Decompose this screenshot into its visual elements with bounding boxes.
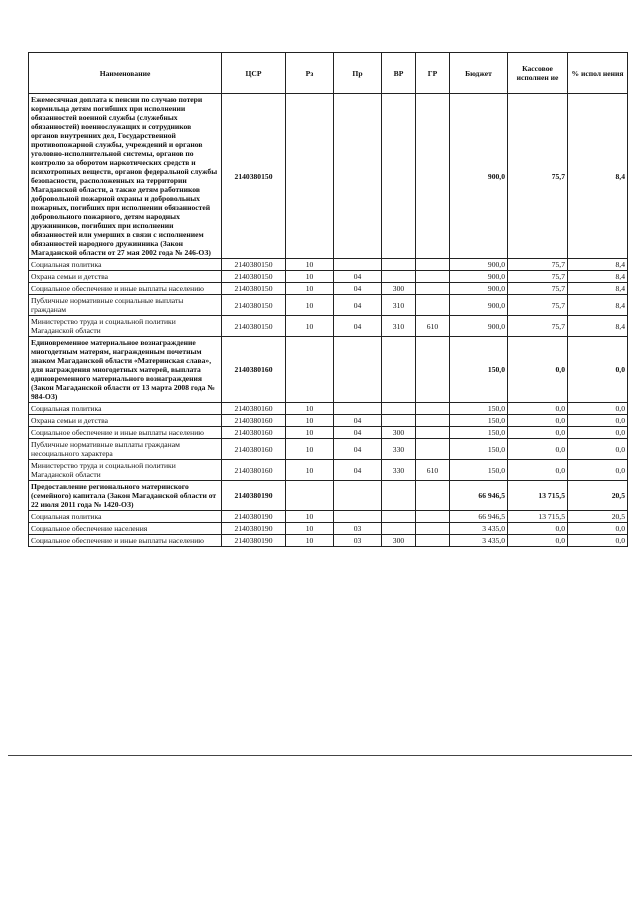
header-budget: Бюджет [450, 53, 508, 94]
cell-rz [286, 94, 334, 259]
cell-pr: 04 [334, 427, 382, 439]
cell-name: Социальное обеспечение населения [29, 523, 222, 535]
cell-execution-percent: 0,0 [568, 403, 628, 415]
cell-budget: 3 435,0 [450, 535, 508, 547]
cell-cash-execution: 0,0 [508, 460, 568, 481]
cell-csr: 2140380160 [222, 403, 286, 415]
cell-name: Министерство труда и социальной политики Магаданской области [29, 316, 222, 337]
cell-vr [382, 337, 416, 403]
table-row [29, 259, 628, 271]
cell-vr: 300 [382, 283, 416, 295]
cell-rz: 10 [286, 427, 334, 439]
cell-pr: 04 [334, 295, 382, 316]
cell-csr: 2140380190 [222, 511, 286, 523]
cell-budget: 900,0 [450, 283, 508, 295]
cell-vr [382, 271, 416, 283]
cell-vr: 310 [382, 295, 416, 316]
cell-gr: 610 [416, 316, 450, 337]
cell-csr: 2140380150 [222, 295, 286, 316]
cell-budget: 3 435,0 [450, 523, 508, 535]
cell-name: Социальная политика [29, 259, 222, 271]
cell-rz: 10 [286, 439, 334, 460]
cell-cash-execution: 75,7 [508, 295, 568, 316]
cell-pr [334, 259, 382, 271]
cell-rz: 10 [286, 316, 334, 337]
cell-csr: 2140380160 [222, 439, 286, 460]
header-gr: ГР [416, 53, 450, 94]
cell-csr: 2140380150 [222, 94, 286, 259]
cell-budget: 66 946,5 [450, 481, 508, 511]
cell-execution-percent: 0,0 [568, 523, 628, 535]
cell-budget: 150,0 [450, 415, 508, 427]
budget-execution-table [28, 52, 628, 547]
cell-gr [416, 535, 450, 547]
cell-csr: 2140380190 [222, 481, 286, 511]
table-row [29, 415, 628, 427]
cell-vr: 330 [382, 439, 416, 460]
cell-pr: 03 [334, 535, 382, 547]
cell-cash-execution: 75,7 [508, 271, 568, 283]
table-body [29, 94, 628, 547]
cell-pr: 04 [334, 316, 382, 337]
header-name: Наименование [29, 53, 222, 94]
cell-gr [416, 439, 450, 460]
cell-cash-execution: 0,0 [508, 403, 568, 415]
cell-budget: 900,0 [450, 271, 508, 283]
cell-gr [416, 283, 450, 295]
cell-pr: 04 [334, 271, 382, 283]
cell-name: Ежемесячная доплата к пенсии по случаю потери кормильца детям погибших при исполнении обязанностей военной службы (служебных обязанностей) военнослужащих и сотрудников органов внутренних дел, Государственной противопожарной службы, учреждений и органов уголовно-исполнительной системы, органов по контролю за оборотом наркотических средств и психотропных веществ, органов федеральной службы безопасности, расположенных на территории Магаданской области, а также детям работников добровольной пожарной охраны и добровольных пожарных, погибших при исполнении обязанностей добровольного пожарного, детям народных дружинников, погибших при исполнении обязанностей или умерших в связи с исполнением обязанностей народного дружинника (Закон Магаданской области от 27 мая 2002 года № 246-ОЗ) [29, 94, 222, 259]
cell-execution-percent: 8,4 [568, 271, 628, 283]
table-row [29, 94, 628, 259]
cell-budget: 900,0 [450, 316, 508, 337]
cell-rz: 10 [286, 535, 334, 547]
cell-gr [416, 481, 450, 511]
cell-rz [286, 481, 334, 511]
cell-gr [416, 403, 450, 415]
cell-rz: 10 [286, 271, 334, 283]
cell-rz: 10 [286, 295, 334, 316]
cell-cash-execution: 75,7 [508, 283, 568, 295]
cell-execution-percent: 8,4 [568, 295, 628, 316]
cell-vr: 300 [382, 535, 416, 547]
header-cash-execution: Кассовое исполнен ие [508, 53, 568, 94]
cell-execution-percent: 8,4 [568, 283, 628, 295]
cell-vr [382, 415, 416, 427]
cell-name: Социальная политика [29, 403, 222, 415]
cell-name: Охрана семьи и детства [29, 415, 222, 427]
table-row [29, 523, 628, 535]
cell-pr [334, 403, 382, 415]
cell-gr [416, 415, 450, 427]
cell-execution-percent: 0,0 [568, 427, 628, 439]
cell-cash-execution: 0,0 [508, 415, 568, 427]
cell-vr [382, 523, 416, 535]
cell-budget: 900,0 [450, 295, 508, 316]
table-row [29, 295, 628, 316]
cell-csr: 2140380190 [222, 523, 286, 535]
cell-rz: 10 [286, 403, 334, 415]
cell-rz [286, 337, 334, 403]
cell-execution-percent: 8,4 [568, 259, 628, 271]
cell-execution-percent: 0,0 [568, 415, 628, 427]
cell-budget: 66 946,5 [450, 511, 508, 523]
table-header-row [29, 53, 628, 94]
cell-cash-execution: 75,7 [508, 316, 568, 337]
cell-name: Охрана семьи и детства [29, 271, 222, 283]
cell-pr [334, 94, 382, 259]
cell-budget: 150,0 [450, 337, 508, 403]
cell-gr [416, 271, 450, 283]
cell-cash-execution: 13 715,5 [508, 511, 568, 523]
header-rz: Рз [286, 53, 334, 94]
cell-rz: 10 [286, 283, 334, 295]
cell-cash-execution: 0,0 [508, 427, 568, 439]
cell-csr: 2140380150 [222, 283, 286, 295]
cell-cash-execution: 0,0 [508, 535, 568, 547]
cell-pr: 04 [334, 283, 382, 295]
cell-execution-percent: 0,0 [568, 439, 628, 460]
cell-budget: 900,0 [450, 259, 508, 271]
table-row [29, 481, 628, 511]
cell-csr: 2140380160 [222, 460, 286, 481]
cell-vr [382, 481, 416, 511]
cell-name: Предоставление регионального материнского (семейного) капитала (Закон Магаданской области от 22 июля 2011 года № 1420-ОЗ) [29, 481, 222, 511]
cell-execution-percent: 0,0 [568, 535, 628, 547]
table-row [29, 535, 628, 547]
cell-budget: 900,0 [450, 94, 508, 259]
cell-vr: 310 [382, 316, 416, 337]
cell-vr [382, 511, 416, 523]
cell-rz: 10 [286, 511, 334, 523]
cell-gr [416, 427, 450, 439]
cell-execution-percent: 20,5 [568, 481, 628, 511]
cell-pr: 04 [334, 460, 382, 481]
cell-execution-percent: 20,5 [568, 511, 628, 523]
cell-gr [416, 511, 450, 523]
cell-cash-execution: 0,0 [508, 439, 568, 460]
cell-pr [334, 481, 382, 511]
cell-cash-execution: 75,7 [508, 94, 568, 259]
cell-budget: 150,0 [450, 460, 508, 481]
table-row [29, 337, 628, 403]
cell-gr [416, 295, 450, 316]
cell-cash-execution: 0,0 [508, 337, 568, 403]
cell-gr [416, 523, 450, 535]
header-csr: ЦСР [222, 53, 286, 94]
header-pr: Пр [334, 53, 382, 94]
cell-vr [382, 94, 416, 259]
cell-name: Социальная политика [29, 511, 222, 523]
cell-name: Единовременное материальное вознаграждение многодетным матерям, награжденным почетным знаком Магаданской области «Материнская слава», для награждения многодетных матерей, выплата единовременного материального вознаграждения (Закон Магаданской области от 13 марта 2008 года № 984-ОЗ) [29, 337, 222, 403]
header-vr: ВР [382, 53, 416, 94]
cell-name: Публичные нормативные выплаты гражданам несоциального характера [29, 439, 222, 460]
cell-vr [382, 259, 416, 271]
table-row [29, 427, 628, 439]
cell-rz: 10 [286, 259, 334, 271]
cell-vr: 330 [382, 460, 416, 481]
cell-pr: 04 [334, 439, 382, 460]
table-row [29, 403, 628, 415]
cell-csr: 2140380150 [222, 316, 286, 337]
cell-csr: 2140380160 [222, 427, 286, 439]
cell-csr: 2140380190 [222, 535, 286, 547]
cell-rz: 10 [286, 460, 334, 481]
cell-vr [382, 403, 416, 415]
table-row [29, 316, 628, 337]
cell-pr [334, 511, 382, 523]
cell-budget: 150,0 [450, 427, 508, 439]
table-row [29, 460, 628, 481]
cell-execution-percent: 8,4 [568, 316, 628, 337]
page-footer-divider [8, 755, 632, 756]
cell-name: Министерство труда и социальной политики Магаданской области [29, 460, 222, 481]
cell-cash-execution: 0,0 [508, 523, 568, 535]
cell-name: Социальное обеспечение и иные выплаты населению [29, 283, 222, 295]
cell-gr [416, 259, 450, 271]
cell-gr [416, 337, 450, 403]
cell-csr: 2140380160 [222, 415, 286, 427]
cell-execution-percent: 0,0 [568, 337, 628, 403]
cell-rz: 10 [286, 523, 334, 535]
budget-report-page [28, 52, 627, 547]
cell-budget: 150,0 [450, 403, 508, 415]
cell-vr: 300 [382, 427, 416, 439]
table-row [29, 439, 628, 460]
cell-name: Социальное обеспечение и иные выплаты населению [29, 427, 222, 439]
cell-csr: 2140380150 [222, 271, 286, 283]
cell-gr [416, 94, 450, 259]
header-execution-percent: % испол нения [568, 53, 628, 94]
cell-pr [334, 337, 382, 403]
cell-gr: 610 [416, 460, 450, 481]
cell-pr: 03 [334, 523, 382, 535]
cell-name: Социальное обеспечение и иные выплаты населению [29, 535, 222, 547]
cell-cash-execution: 13 715,5 [508, 481, 568, 511]
cell-execution-percent: 0,0 [568, 460, 628, 481]
cell-cash-execution: 75,7 [508, 259, 568, 271]
cell-name: Публичные нормативные социальные выплаты гражданам [29, 295, 222, 316]
cell-csr: 2140380160 [222, 337, 286, 403]
cell-budget: 150,0 [450, 439, 508, 460]
cell-pr: 04 [334, 415, 382, 427]
cell-execution-percent: 8,4 [568, 94, 628, 259]
cell-csr: 2140380150 [222, 259, 286, 271]
cell-rz: 10 [286, 415, 334, 427]
table-row [29, 511, 628, 523]
table-row [29, 283, 628, 295]
table-row [29, 271, 628, 283]
